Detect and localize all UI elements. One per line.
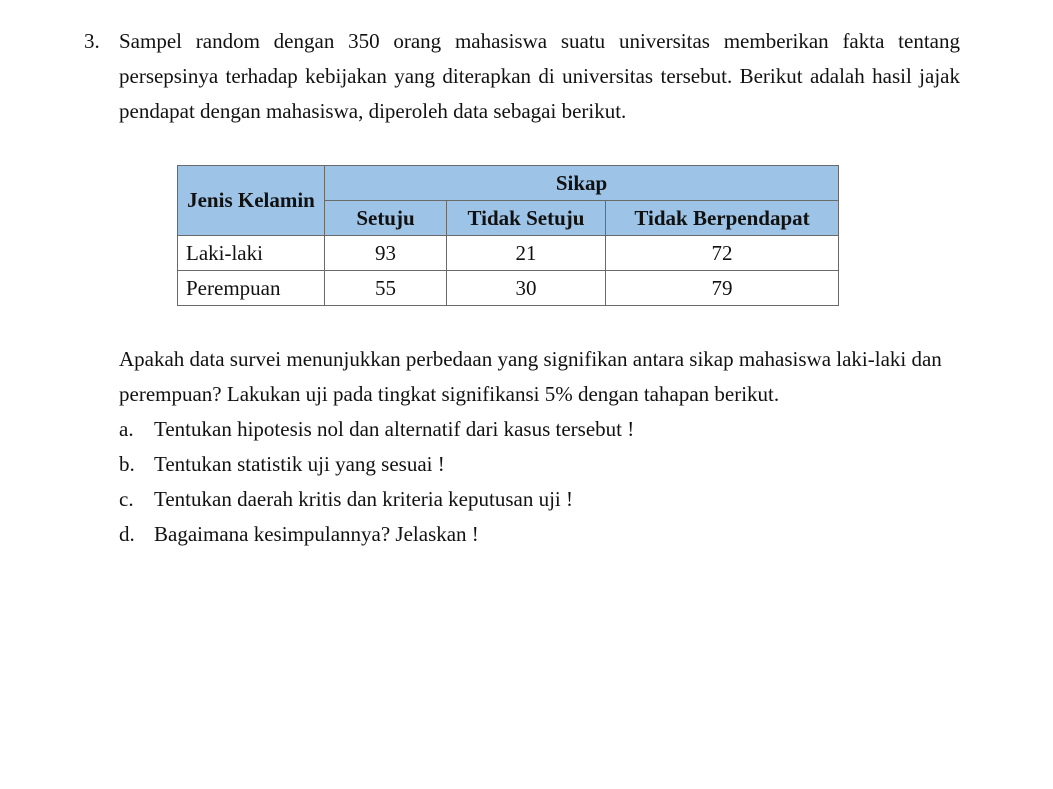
- table-row: [178, 271, 839, 306]
- question-prompt: Apakah data survei menunjukkan perbedaan yang signifikan antara sikap mahasiswa laki-laki dan perempuan? Lakukan uji pada tingkat signifikansi 5% dengan tahapan berikut.: [119, 347, 942, 406]
- contingency-table: [177, 165, 839, 306]
- column-header: Setuju: [325, 201, 447, 236]
- list-text: Tentukan hipotesis nol dan alternatif dari kasus tersebut !: [154, 417, 635, 441]
- cell: 55: [325, 271, 447, 306]
- cell: 93: [325, 236, 447, 271]
- list-marker: b.: [119, 452, 135, 476]
- row-header: Jenis Kelamin: [178, 166, 325, 236]
- list-marker: a.: [119, 417, 134, 441]
- row-label: Perempuan: [178, 271, 325, 306]
- column-header: Tidak Berpendapat: [606, 201, 839, 236]
- list-item: [119, 517, 634, 552]
- list-text: Tentukan daerah kritis dan kriteria keputusan uji !: [154, 487, 573, 511]
- list-marker: c.: [119, 487, 134, 511]
- question-block: [84, 24, 960, 129]
- list-text: Bagaimana kesimpulannya? Jelaskan !: [154, 522, 479, 546]
- cell: 72: [606, 236, 839, 271]
- cell: 30: [447, 271, 606, 306]
- table-row: [178, 236, 839, 271]
- column-header: Tidak Setuju: [447, 201, 606, 236]
- cell: 79: [606, 271, 839, 306]
- list-item: [119, 482, 634, 517]
- row-label: Laki-laki: [178, 236, 325, 271]
- data-table-container: [177, 165, 839, 306]
- question-intro: Sampel random dengan 350 orang mahasiswa suatu universitas memberikan fakta tentang persepsinya terhadap kebijakan yang diterapkan di universitas tersebut. Berikut adalah hasil jajak pendapat dengan mahasiswa, diperoleh data sebagai berikut.: [119, 29, 960, 123]
- group-header: Sikap: [325, 166, 839, 201]
- list-item: [119, 447, 634, 482]
- list-text: Tentukan statistik uji yang sesuai !: [154, 452, 445, 476]
- list-marker: d.: [119, 522, 135, 546]
- cell: 21: [447, 236, 606, 271]
- question-number: 3.: [84, 29, 100, 53]
- list-item: [119, 412, 634, 447]
- task-list: [119, 412, 634, 552]
